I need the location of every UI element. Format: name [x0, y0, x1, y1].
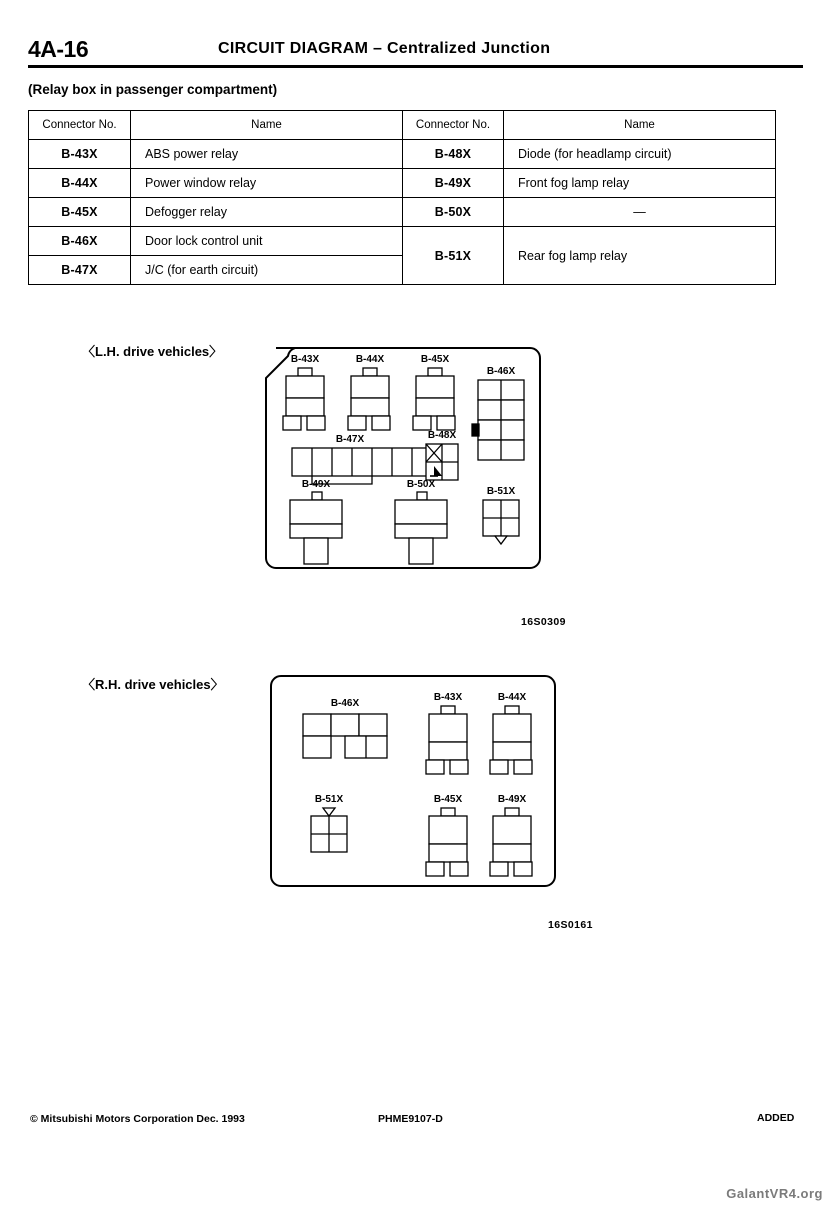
- connector-name: Rear fog lamp relay: [504, 227, 776, 285]
- connector-b-46x: [472, 380, 524, 460]
- table-row: [29, 140, 776, 169]
- rh-drive-relay-box-figure: [265, 668, 595, 908]
- connector-no: B-47X: [29, 256, 131, 285]
- table-row: [29, 169, 776, 198]
- connector-name: ABS power relay: [131, 140, 403, 169]
- label-b-51x: B-51X: [314, 794, 344, 805]
- connector-no: B-51X: [403, 227, 504, 285]
- figure-code-rh: 16S0161: [548, 919, 593, 931]
- connector-name: Diode (for headlamp circuit): [504, 140, 776, 169]
- lh-drive-caption: 〈L.H. drive vehicles〉: [82, 344, 223, 359]
- relay-box-caption: (Relay box in passenger compartment): [28, 82, 278, 97]
- connector-no: B-49X: [403, 169, 504, 198]
- lh-drive-relay-box-figure: [250, 340, 580, 590]
- label-b-45x: B-45X: [433, 794, 463, 805]
- connector-no: B-44X: [29, 169, 131, 198]
- column-header-name-right: Name: [504, 111, 776, 140]
- header-divider: [28, 65, 803, 68]
- label-b-49x: B-49X: [497, 794, 527, 805]
- connector-name: J/C (for earth circuit): [131, 256, 403, 285]
- diode-b-48x: [426, 444, 458, 480]
- label-b-48x: B-48X: [427, 430, 457, 441]
- connector-b-46x: [303, 714, 387, 758]
- column-header-connector-no-left: Connector No.: [29, 111, 131, 140]
- label-b-50x: B-50X: [406, 479, 436, 490]
- label-b-46x: B-46X: [330, 698, 360, 709]
- page-number: 4A-16: [28, 36, 89, 62]
- connector-no: B-50X: [403, 198, 504, 227]
- label-b-51x: B-51X: [486, 486, 516, 497]
- label-b-47x: B-47X: [335, 434, 365, 445]
- page-title: CIRCUIT DIAGRAM – Centralized Junction: [218, 40, 551, 57]
- label-b-43x: B-43X: [433, 692, 463, 703]
- table-row: [29, 198, 776, 227]
- connector-name: —: [504, 198, 776, 227]
- connector-name: Front fog lamp relay: [504, 169, 776, 198]
- connector-no: B-48X: [403, 140, 504, 169]
- connector-name: Door lock control unit: [131, 227, 403, 256]
- connector-name: Power window relay: [131, 169, 403, 198]
- connector-no: B-46X: [29, 227, 131, 256]
- rh-drive-caption: 〈R.H. drive vehicles〉: [82, 677, 224, 692]
- footer-copyright: © Mitsubishi Motors Corporation Dec. 1993: [30, 1113, 245, 1125]
- figure-code-lh: 16S0309: [521, 616, 566, 628]
- table-row: [29, 227, 776, 256]
- connector-name: Defogger relay: [131, 198, 403, 227]
- connector-no: B-45X: [29, 198, 131, 227]
- label-b-49x: B-49X: [301, 479, 331, 490]
- footer-document-number: PHME9107-D: [378, 1113, 443, 1125]
- table-header-row: [29, 111, 776, 140]
- footer-status: ADDED: [757, 1112, 795, 1124]
- label-b-45x: B-45X: [420, 354, 450, 365]
- label-b-44x: B-44X: [355, 354, 385, 365]
- page-header: [28, 36, 803, 66]
- column-header-connector-no-right: Connector No.: [403, 111, 504, 140]
- column-header-name-left: Name: [131, 111, 403, 140]
- watermark: GalantVR4.org: [726, 1186, 823, 1201]
- label-b-43x: B-43X: [290, 354, 320, 365]
- label-b-44x: B-44X: [497, 692, 527, 703]
- connector-table: [28, 110, 776, 285]
- connector-no: B-43X: [29, 140, 131, 169]
- label-b-46x: B-46X: [486, 366, 516, 377]
